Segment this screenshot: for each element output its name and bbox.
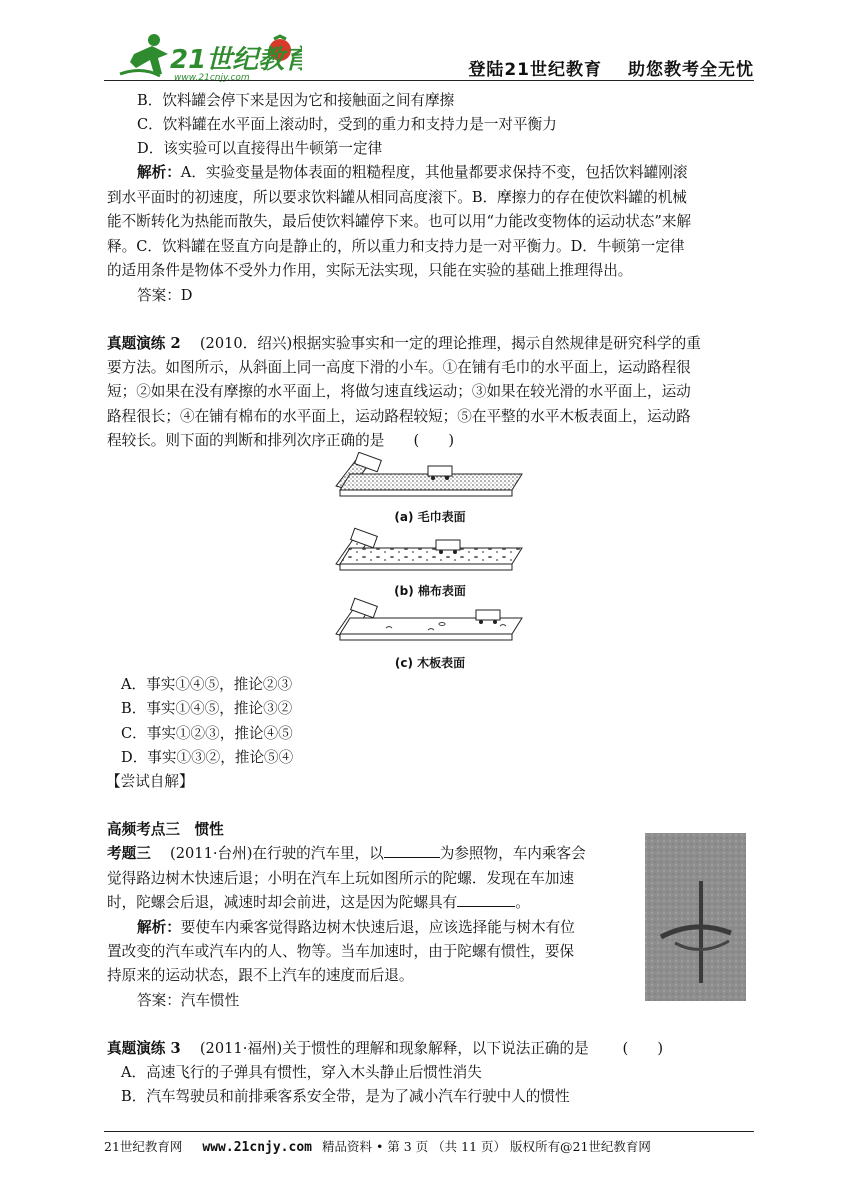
header-divider [104,80,754,81]
drill2-option-b: B．事实①④⑤，推论③② [121,700,293,717]
drill3-line-1: 真题演练 3 (2011·福州)关于惯性的理解和现象解释，以下说法正确的是 ( ) [107,1040,664,1057]
section3-analysis-line-3: 持原来的运动状态，跟不上汽车的速度而后退。 [107,967,414,984]
drill2-option-c: C．事实①②③，推论④⑤ [121,725,293,742]
self-try-label: 【尝试自解】 [106,773,194,790]
section3-answer: 答案：汽车惯性 [137,992,240,1009]
spinning-top-photo [645,833,746,1001]
drill3-option-b: B．汽车驾驶员和前排乘客系安全带，是为了减小汽车行驶中人的惯性 [121,1088,570,1105]
incline-cart-figure [332,452,528,674]
drill2-label: 真题演练 2 [107,335,181,352]
section3-q-line-2: 觉得路边树木快速后退；小明在汽车上玩如图所示的陀螺．发现在车加速 [107,870,575,887]
prev-option-c: C．饮料罐在水平面上滚动时，受到的重力和支持力是一对平衡力 [137,116,557,133]
logo-graphic [112,28,302,82]
section3-analysis-line-2: 置改变的汽车或汽车内的人、物等。当车加速时，由于陀螺有惯性，要保 [107,943,575,960]
figure-caption-a: (a) 毛巾表面 [394,510,466,524]
section3-analysis-label: 解析： [137,919,181,936]
prev-analysis-line-2: 到水平面时的初速度，所以要求饮料罐从相同高度滚下。B．摩擦力的存在使饮料罐的机械 [107,189,687,206]
header-slogan [442,55,754,80]
drill3-label: 真题演练 3 [107,1040,181,1057]
prev-analysis-line-4: 释。C．饮料罐在竖直方向是静止的，所以重力和支持力是一对平衡力。D．牛顿第一定律 [107,238,685,255]
prev-analysis-line-3: 能不断转化为热能而散失，最后使饮料罐停下来。也可以用“力能改变物体的运动状态”来解 [107,213,692,230]
drill2-line-4: 路程很长；④在铺有棉布的水平面上，运动路程较短；⑤在平整的水平木板表面上，运动路 [107,408,691,425]
svg-text:21世纪教育: 21世纪教育 [170,45,302,75]
footer [104,1137,754,1155]
prev-analysis-line-5: 的适用条件是物体不受外力作用，实际无法实现，只能在实验的基础上推理得出。 [107,262,633,279]
drill3-option-a: A．高速飞行的子弹具有惯性，穿入木头静止后惯性消失 [121,1064,482,1081]
prev-option-b: B．饮料罐会停下来是因为它和接触面之间有摩擦 [137,92,455,109]
figure-caption-b: (b) 棉布表面 [394,584,466,598]
drill2-line-3: 短；②如果在没有摩擦的水平面上，将做匀速直线运动；③如果在较光滑的水平面上，运动 [107,383,691,400]
section3-q-line-3: 时，陀螺会后退，减速时却会前进，这是因为陀螺具有 。 [107,894,530,911]
footer-page-info: 精品资料 • 第 3 页 （共 11 页） 版权所有@21世纪教育网 [321,1139,651,1154]
answer-blank-1 [384,843,440,858]
drill2-option-a: A．事实①④⑤，推论②③ [121,676,293,693]
surface-c-wood [336,598,522,640]
footer-divider [104,1131,754,1132]
header-logo [112,28,302,82]
drill2-line-1: 真题演练 2 (2010．绍兴)根据实验事实和一定的理论推理，揭示自然规律是研究科学的重 [107,335,701,352]
surface-b-cotton [336,528,522,570]
svg-text:www.21cnjy.com: www.21cnjy.com [174,73,250,82]
prev-analysis-label: 解析： [137,164,181,181]
footer-site: 21世纪教育网 [104,1139,183,1154]
section3-heading: 高频考点三 惯性 [107,821,224,838]
section3-analysis-line-1: 解析：要使车内乘客觉得路边树木快速后退，应该选择能与树木有位 [137,919,575,936]
figure-caption-c: (c) 木板表面 [394,656,466,670]
drill2-option-d: D．事实①③②，推论⑤④ [121,749,294,766]
section3-q-label: 考题三 [107,845,151,862]
prev-answer: 答案：D [137,287,193,304]
prev-option-d: D．该实验可以直接得出牛顿第一定律 [137,140,383,157]
drill2-line-5: 程较长。则下面的判断和排列次序正确的是 ( ) [107,432,455,449]
figure-drawings [332,452,528,674]
spinning-top-graphic [645,833,746,1001]
header-title-left: 登陆21世纪教育 [468,60,602,80]
surface-a-towel [336,452,522,496]
footer-url[interactable]: www.21cnjy.com [202,1140,312,1155]
answer-blank-2 [457,892,515,907]
drill2-line-2: 要方法。如图所示，从斜面上同一高度下滑的小车。①在铺有毛巾的水平面上，运动路程很 [107,359,691,376]
header-title-right: 助您教考全无忧 [628,60,754,80]
prev-analysis-line-1: 解析：A．实验变量是物体表面的粗糙程度，其他量都要求保持不变，包括饮料罐刚滚 [137,164,688,181]
section3-q-line-1: 考题三 (2011·台州)在行驶的汽车里，以 为参照物，车内乘客会 [107,845,586,862]
